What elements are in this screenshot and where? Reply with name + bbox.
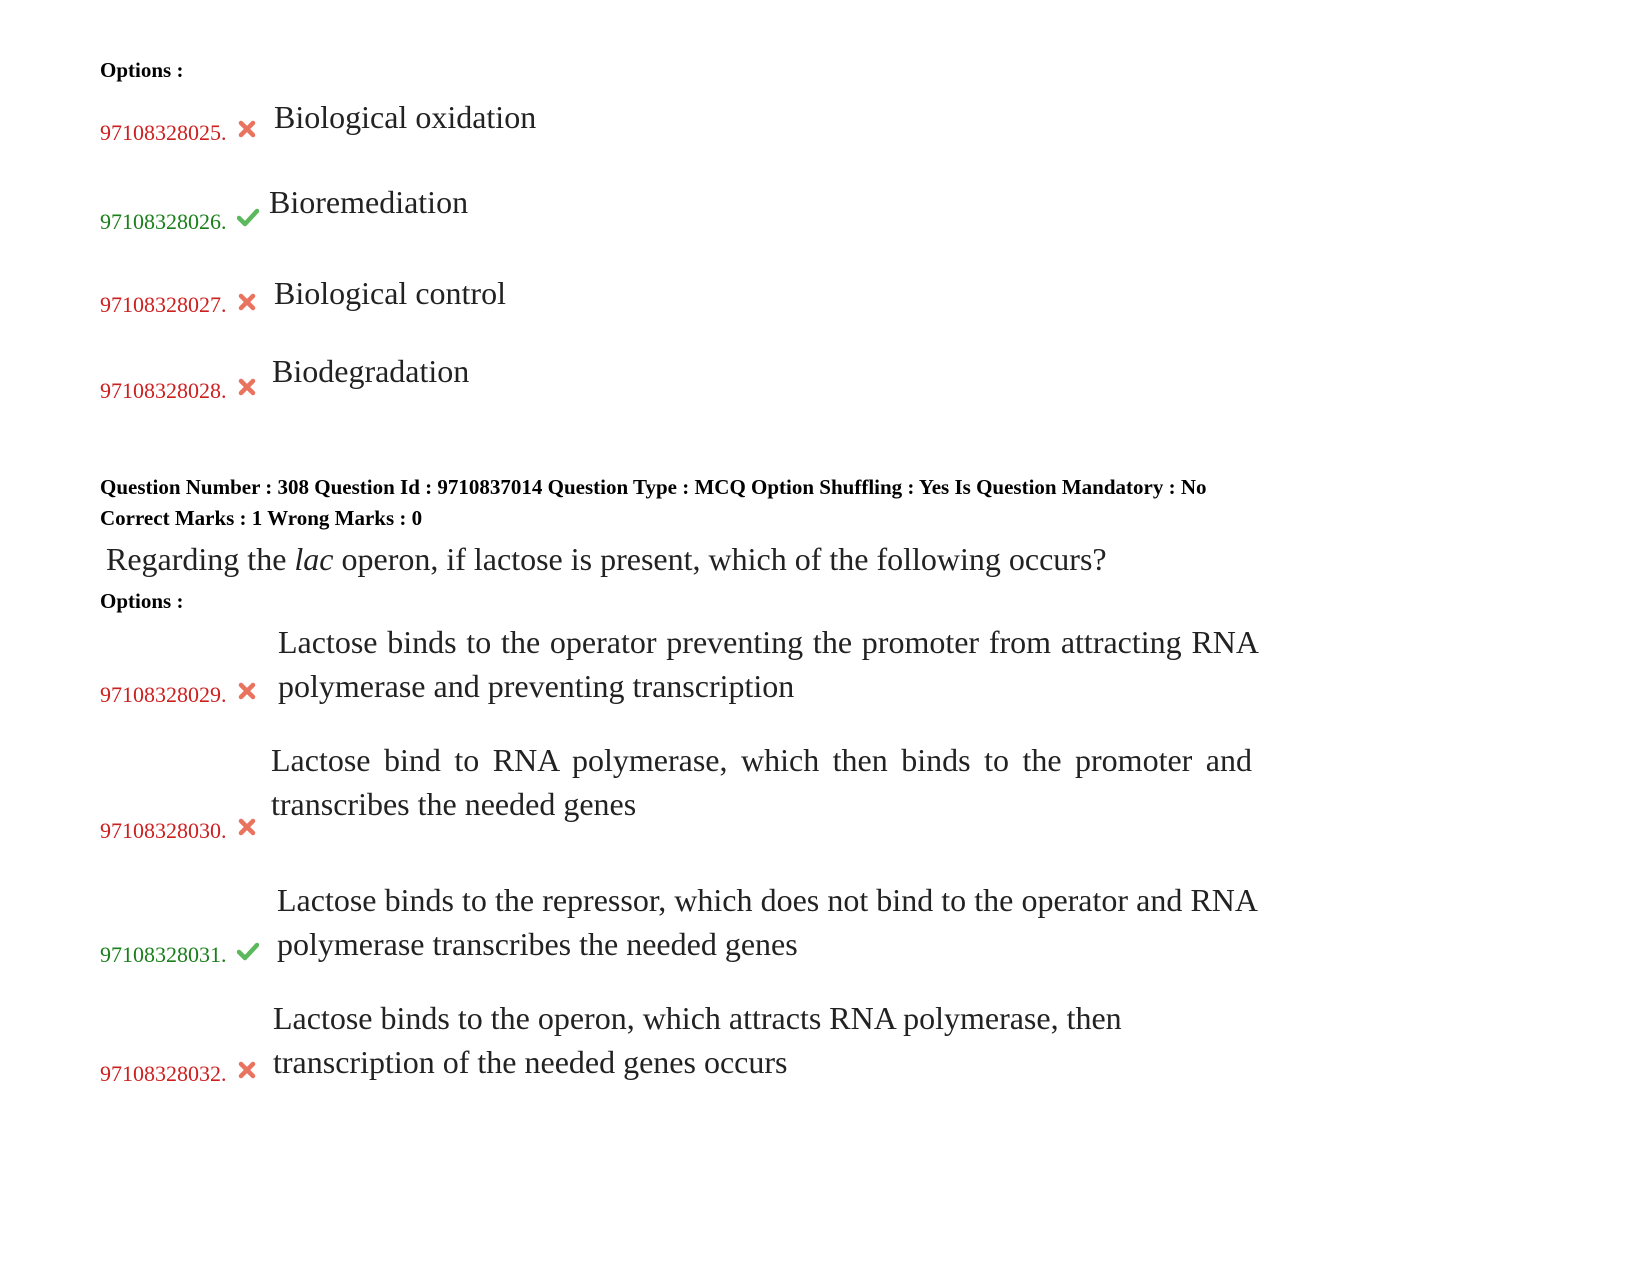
question-stem-italic: lac <box>294 541 334 577</box>
question-stem-part: Regarding the <box>106 541 295 577</box>
option-text: Lactose binds to the operon, which attracts RNA polymerase, then transcription of the needed genes occurs <box>273 1000 1122 1080</box>
option-text: Lactose bind to RNA polymerase, which then binds to the promoter and transcribes the needed genes <box>271 742 1252 822</box>
option-text: Lactose binds to the repressor, which does not bind to the operator and RNA polymerase transcribes the needed genes <box>277 882 1258 962</box>
options-label: Options : <box>100 58 184 82</box>
options-label: Options : <box>100 589 184 613</box>
cross-icon <box>237 119 257 139</box>
cross-icon <box>237 817 257 837</box>
question-stem <box>106 541 1107 578</box>
option-id: 97108328028. <box>100 378 227 403</box>
option-text: Bioremediation <box>269 184 469 220</box>
check-icon <box>237 941 259 961</box>
check-icon <box>237 207 259 227</box>
question-header: Question Number : 308 Question Id : 9710837014 Question Type : MCQ Option Shuffling : Yes Is Question Mandatory : No <box>100 475 1207 499</box>
cross-icon <box>237 377 257 397</box>
option-id: 97108328025. <box>100 120 227 145</box>
question-marks: Correct Marks : 1 Wrong Marks : 0 <box>100 506 423 530</box>
option-id: 97108328032. <box>100 1061 227 1086</box>
cross-icon <box>237 681 257 701</box>
option-id: 97108328031. <box>100 942 227 967</box>
option-text: Lactose binds to the operator preventing the promoter from attracting RNA polymerase and preventing transcription <box>278 624 1259 704</box>
question-stem-part: operon, if lactose is present, which of the following occurs? <box>333 541 1107 577</box>
option-text: Biological oxidation <box>274 99 537 135</box>
option-text: Biodegradation <box>272 353 470 389</box>
option-id: 97108328027. <box>100 292 227 317</box>
cross-icon <box>237 292 257 312</box>
option-id: 97108328029. <box>100 682 227 707</box>
cross-icon <box>237 1060 257 1080</box>
option-text: Biological control <box>274 275 506 311</box>
option-id: 97108328030. <box>100 818 227 843</box>
option-id: 97108328026. <box>100 209 227 234</box>
